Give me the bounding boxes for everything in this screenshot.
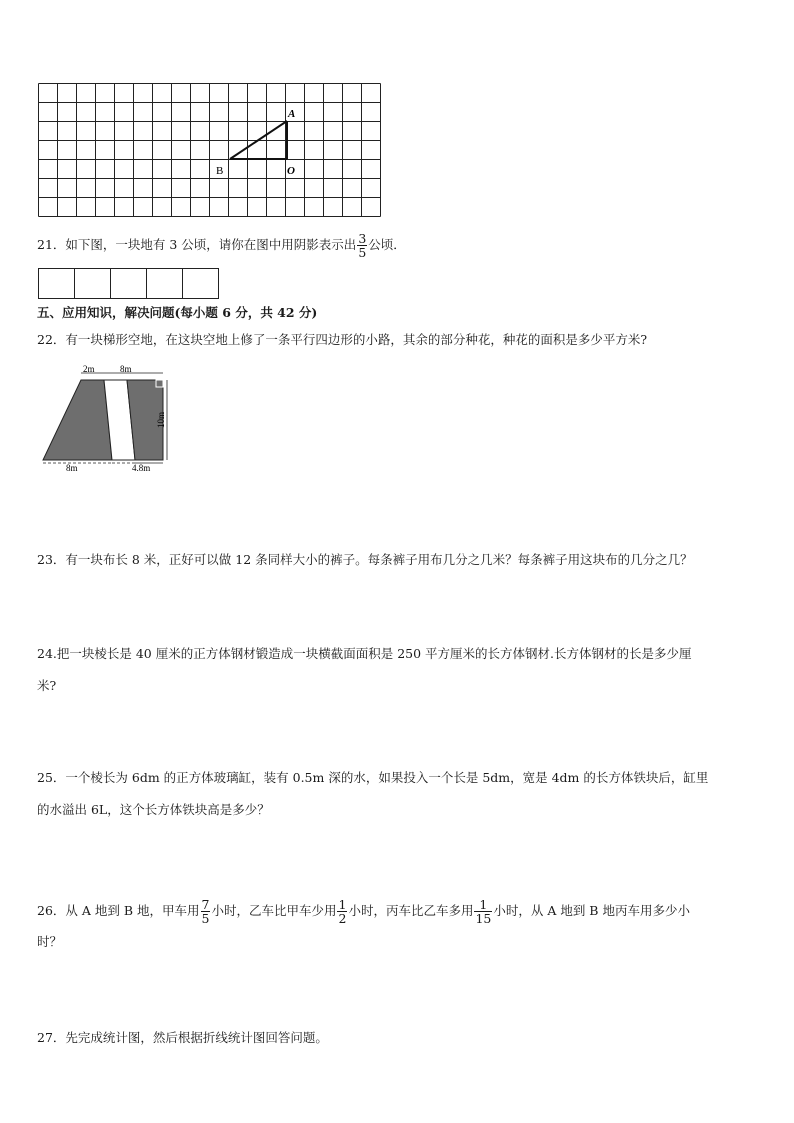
point-o-label: O <box>287 165 295 177</box>
dim-label-bottom-right: 4.8m <box>132 463 151 473</box>
q26-fraction-1-denominator: 5 <box>201 911 210 926</box>
q26-part-1: 26．从 A 地到 B 地，甲车用 <box>37 903 200 918</box>
q21-fraction-numerator: 3 <box>358 231 367 246</box>
land-box-cell <box>39 269 75 299</box>
question-26-line-2: 时？ <box>37 934 63 949</box>
q21-text-before: 21．如下图，一块地有 3 公顷，请你在图中用阴影表示出 <box>37 237 357 252</box>
land-box-cell <box>75 269 111 299</box>
land-box-cell <box>111 269 147 299</box>
question-22: 22．有一块梯形空地，在这块空地上修了一条平行四边形的小路，其余的部分种花，种花的面积是多少平方米? <box>37 332 648 347</box>
q21-fraction-denominator: 5 <box>358 245 367 260</box>
q26-fraction-3 <box>474 898 492 925</box>
question-24-line-1: 24.把一块棱长是 40 厘米的正方体钢材锻造成一块横截面面积是 250 平方厘米的长方体钢材.长方体钢材的长是多少厘 <box>37 646 692 661</box>
flower-area-left <box>43 380 112 460</box>
land-box-cell <box>147 269 183 299</box>
question-27: 27．先完成统计图，然后根据折线统计图回答问题。 <box>37 1030 328 1045</box>
q21-text-after: 公顷． <box>368 237 406 252</box>
question-26-line-1 <box>37 898 690 925</box>
question-23: 23．有一块布长 8 米，正好可以做 12 条同样大小的裤子。每条裤子用布几分之几米？每条裤子用这块布的几分之几？ <box>37 552 693 567</box>
q26-fraction-1-numerator: 7 <box>201 897 210 912</box>
land-box-cells <box>39 269 219 299</box>
q26-fraction-2-numerator: 1 <box>338 897 347 912</box>
q26-fraction-2-denominator: 2 <box>338 911 347 926</box>
q21-fraction <box>357 232 367 259</box>
dim-label-top-path: 2m <box>83 364 95 374</box>
grid-figure <box>38 83 383 217</box>
trapezoid-figure <box>36 362 176 474</box>
point-a-label: A <box>288 108 296 120</box>
q26-fraction-1 <box>201 898 211 925</box>
question-24-line-2: 米? <box>37 678 57 693</box>
question-25-line-1: 25．一个棱长为 6dm 的正方体玻璃缸，装有 0.5m 深的水，如果投入一个长是 5dm，宽是 4dm 的长方体铁块后，缸里 <box>37 770 709 785</box>
dim-label-top-right: 8m <box>120 364 132 374</box>
grid-lines <box>39 84 381 217</box>
section-5-heading: 五、应用知识，解决问题(每小题 6 分，共 42 分) <box>37 305 318 320</box>
land-box-cell <box>183 269 219 299</box>
dim-label-height: 10m <box>156 411 166 428</box>
q26-fraction-2 <box>337 898 347 925</box>
question-21 <box>37 232 406 259</box>
q26-fraction-3-numerator: 1 <box>474 898 492 912</box>
q26-part-4: 小时，从 A 地到 B 地丙车用多少小 <box>493 903 690 918</box>
q26-part-2: 小时，乙车比甲车少用 <box>211 903 337 918</box>
q26-fraction-3-denominator: 15 <box>475 911 492 926</box>
dim-label-bottom-left: 8m <box>66 463 78 473</box>
point-b-label: B <box>216 165 224 177</box>
q26-part-3: 小时，丙车比乙车多用 <box>348 903 474 918</box>
question-25-line-2: 的水溢出 6L，这个长方体铁块高是多少？ <box>37 802 270 817</box>
q21-land-boxes <box>38 268 222 300</box>
